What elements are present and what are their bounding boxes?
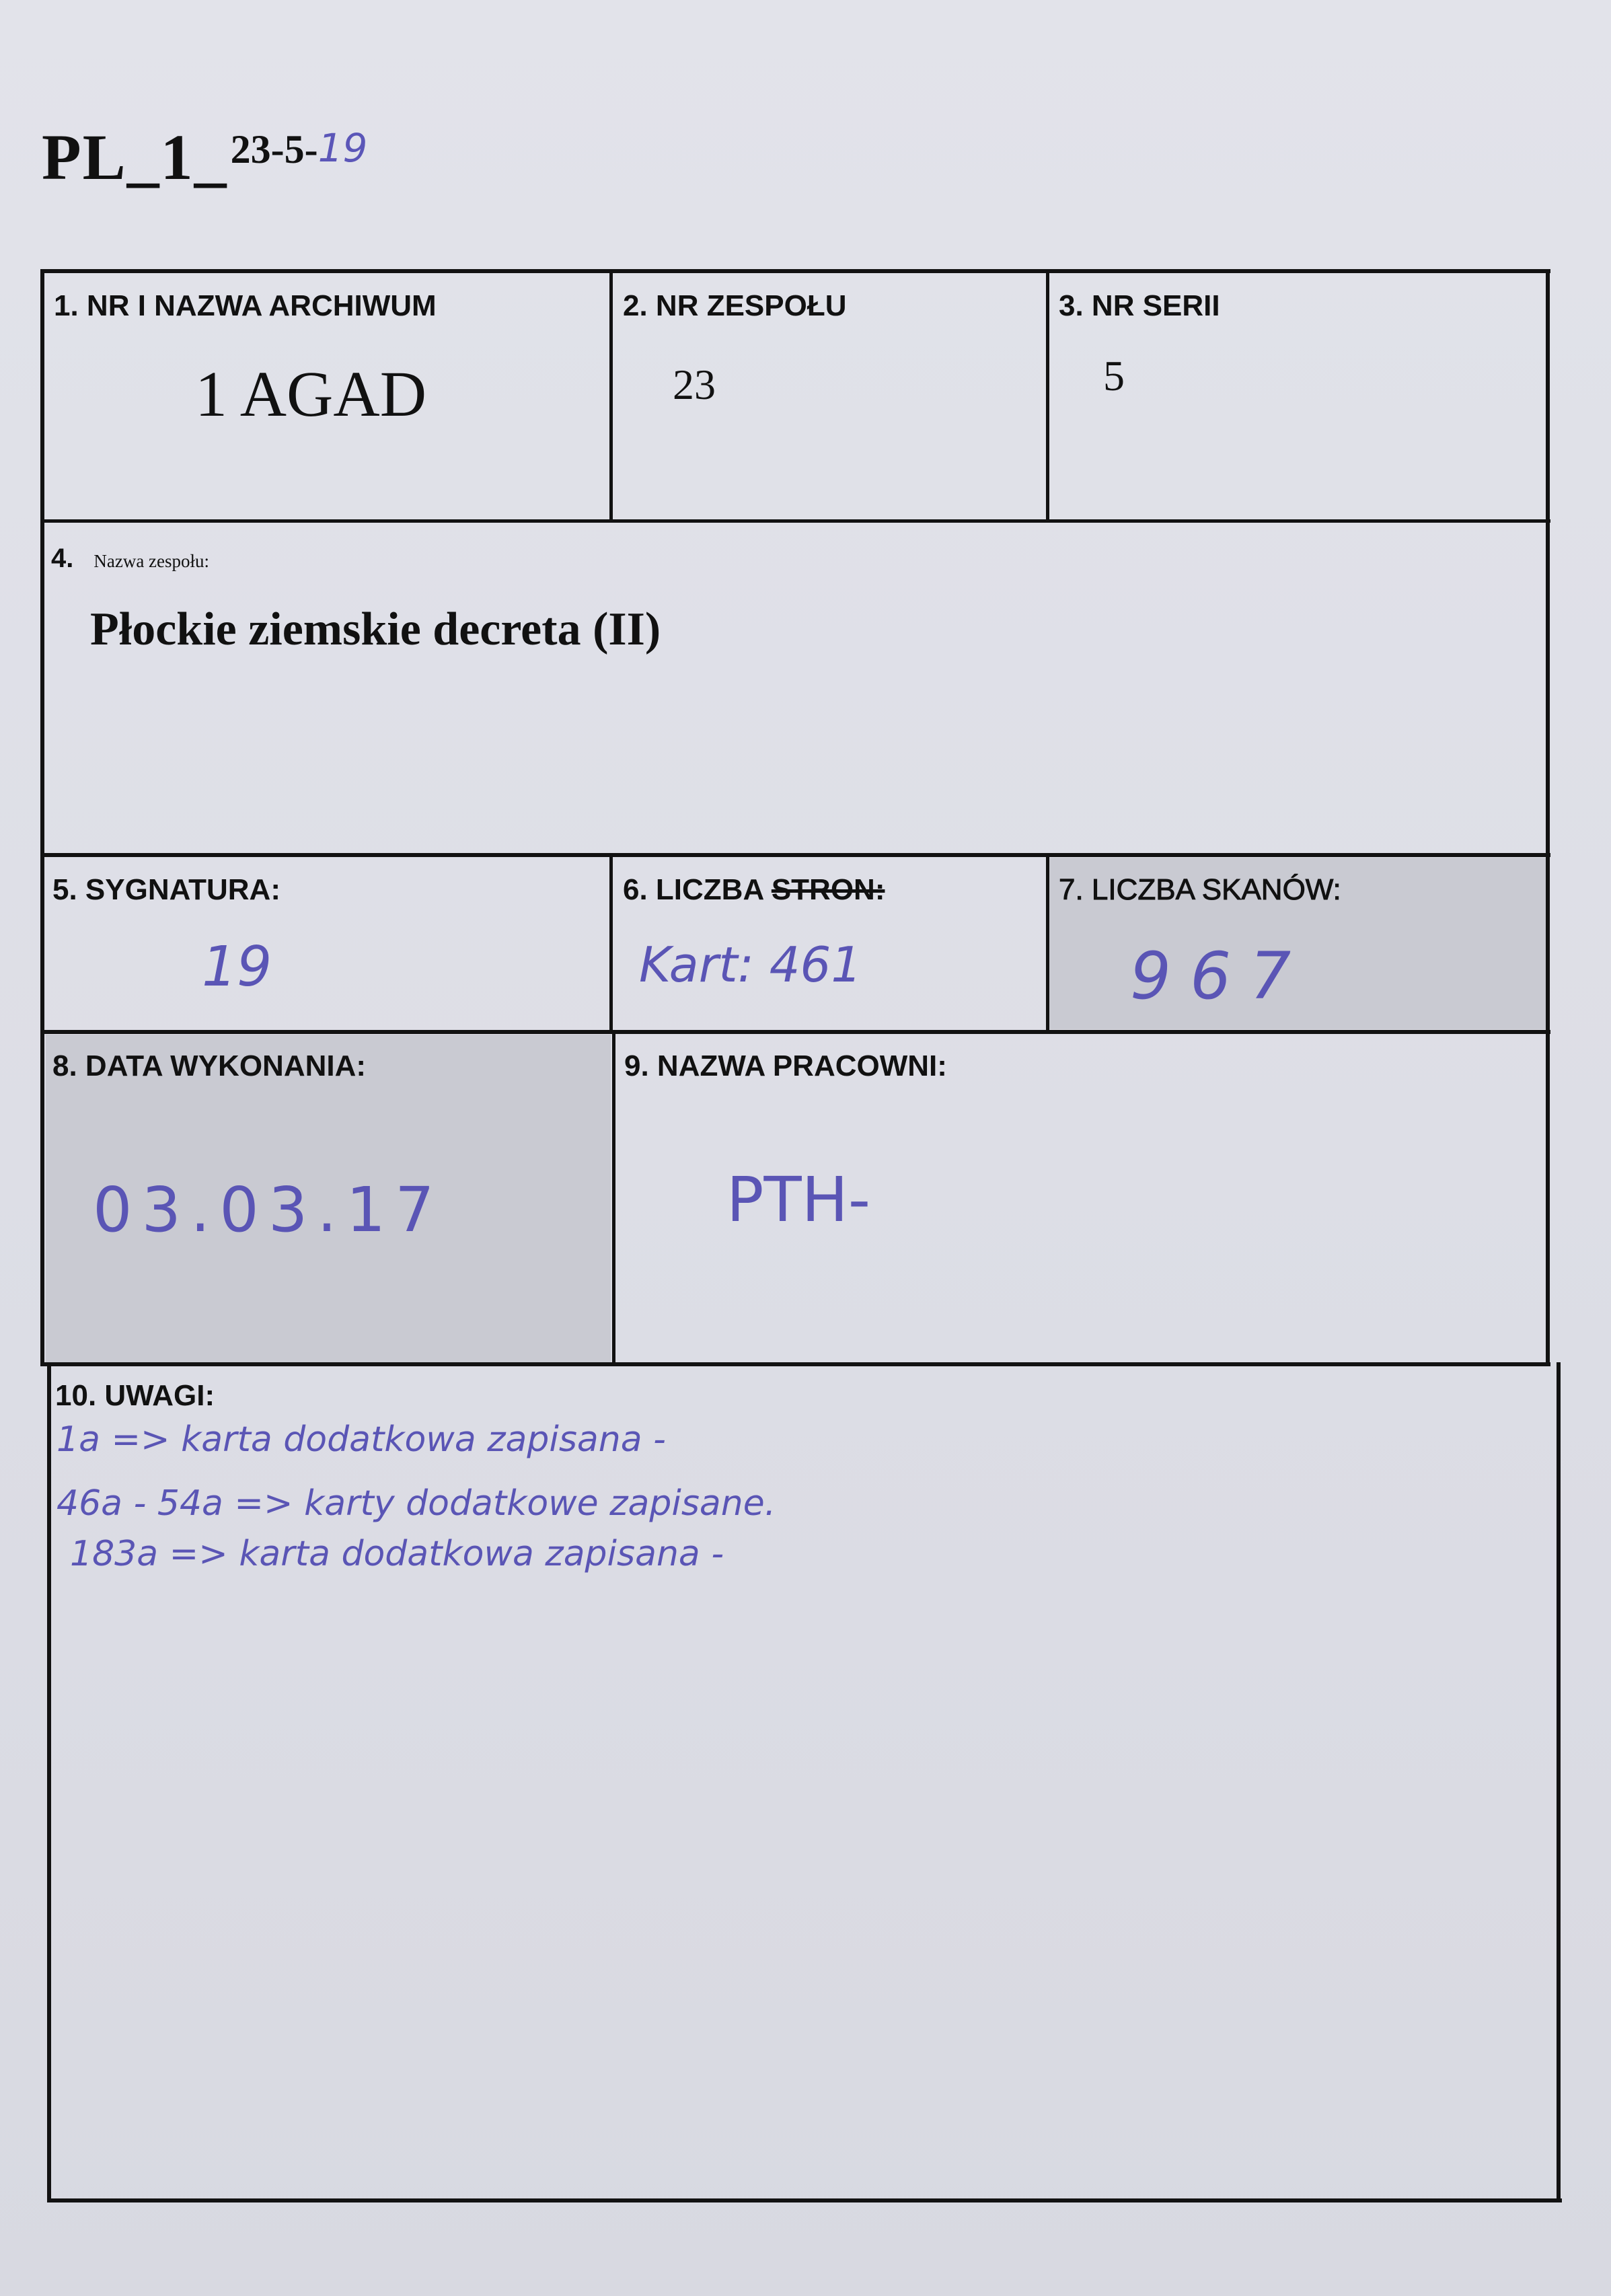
identifier-printed-code: 23-5- — [230, 127, 318, 172]
column-divider-1a — [609, 269, 613, 519]
notes-line-3: 183a => karta dodatkowa zapisana - — [70, 1534, 724, 1574]
notes-line-2: 46a - 54a => karty dodatkowe zapisane. — [57, 1483, 776, 1524]
signature-label: 5. SYGNATURA: — [52, 873, 280, 906]
archive-label: 1. NR I NAZWA ARCHIWUM — [54, 289, 437, 322]
date-value: 03.03.17 — [93, 1174, 444, 1246]
fond-name-label-text: Nazwa zespołu: — [93, 551, 210, 571]
row-divider-4 — [43, 1362, 1550, 1366]
fond-name-value: Płockie ziemskie decreta (II) — [90, 603, 661, 655]
studio-label: 9. NAZWA PRACOWNI: — [624, 1049, 947, 1082]
form-border-left — [40, 269, 44, 1366]
date-label: 8. DATA WYKONANIA: — [52, 1049, 367, 1082]
form-border-right — [1546, 269, 1550, 1366]
signature-value: 19 — [202, 935, 272, 999]
column-divider-1b — [609, 853, 613, 1030]
column-divider-2b — [1046, 853, 1049, 1030]
form-border-top — [40, 269, 1550, 273]
scans-value: 967 — [1130, 938, 1310, 1014]
row-divider-2 — [40, 853, 1550, 857]
fond-name-label — [51, 544, 209, 574]
identifier-prefix: PL_1_ — [42, 121, 228, 193]
form-border-bottom — [48, 2198, 1562, 2202]
identifier-handwritten-code: 19 — [317, 125, 368, 171]
row-divider-3 — [40, 1030, 1550, 1034]
notes-label: 10. UWAGI: — [55, 1379, 215, 1412]
series-number-label: 3. NR SERII — [1059, 289, 1220, 322]
fond-number-value: 23 — [673, 361, 716, 408]
series-number-value: 5 — [1103, 352, 1125, 400]
pages-label-struck: STRON: — [771, 873, 885, 906]
form-border-left-lower — [47, 1362, 51, 2202]
fond-number-label: 2. NR ZESPOŁU — [623, 289, 847, 322]
column-divider-1c — [612, 1030, 615, 1364]
archive-value: 1 AGAD — [195, 358, 427, 430]
pages-label — [623, 873, 885, 907]
studio-value: PTH- — [726, 1164, 871, 1236]
column-divider-2a — [1046, 269, 1049, 519]
pages-value: Kart: 461 — [639, 936, 862, 993]
notes-line-1: 1a => karta dodatkowa zapisana - — [57, 1419, 666, 1460]
form-border-right-lower — [1557, 1362, 1561, 2202]
row-divider-1 — [40, 519, 1550, 523]
document-identifier — [42, 120, 367, 194]
pages-label-prefix: 6. LICZBA — [623, 873, 763, 906]
fond-name-label-number: 4. — [51, 544, 74, 573]
scans-label: 7. LICZBA SKANÓW: — [1059, 873, 1341, 906]
